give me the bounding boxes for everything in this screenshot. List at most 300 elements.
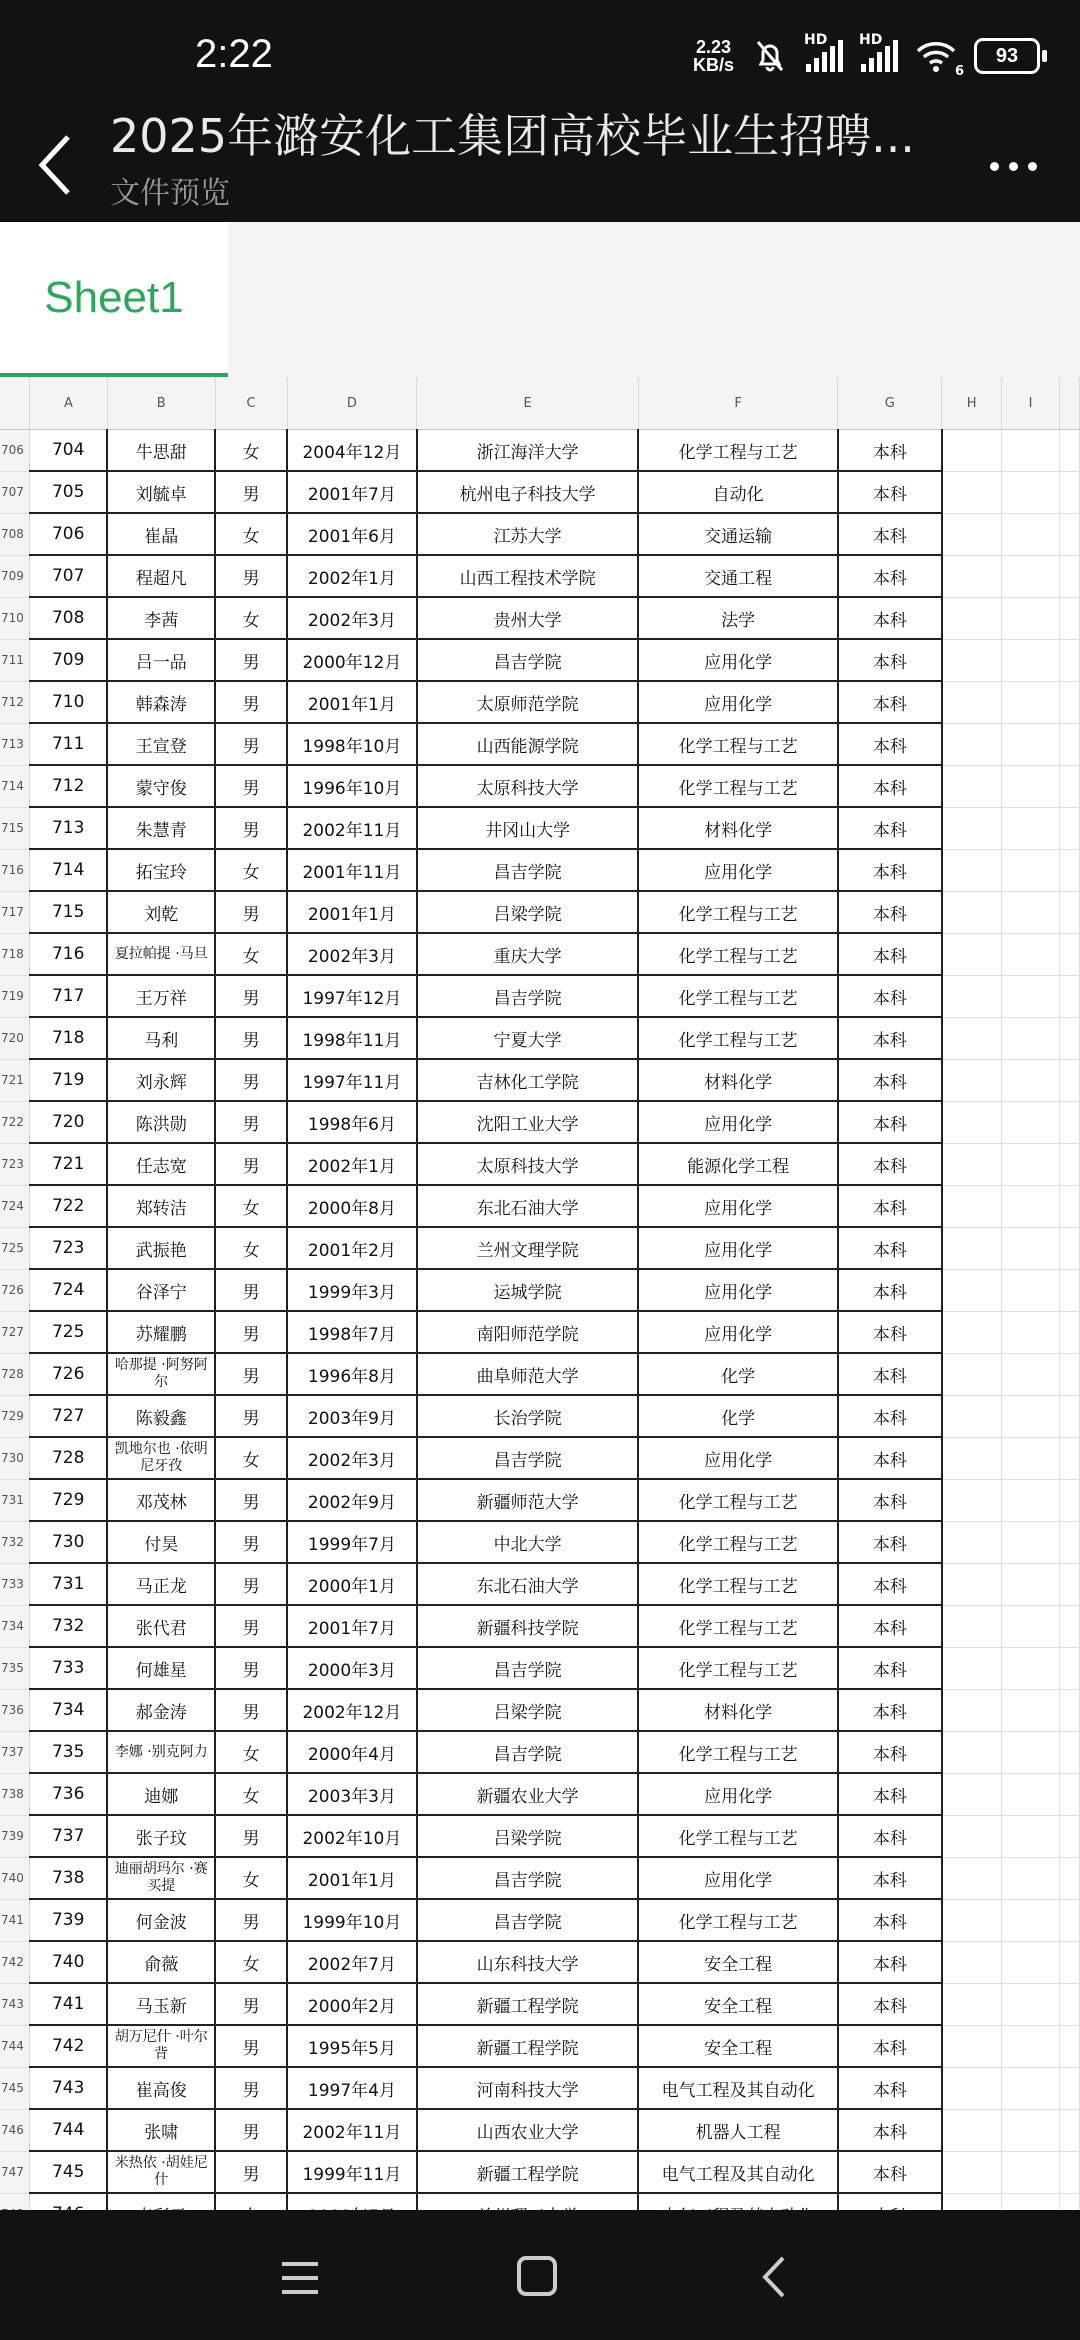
cell-major[interactable]: 化学工程与工艺: [638, 430, 838, 472]
cell-empty[interactable]: [1002, 1815, 1060, 1857]
cell-degree[interactable]: 本科: [838, 1185, 942, 1227]
cell-birth[interactable]: 1999年11月: [287, 2151, 417, 2193]
cell-index[interactable]: 711: [29, 723, 107, 765]
cell-empty[interactable]: [1059, 1731, 1079, 1773]
cell-school[interactable]: 曲阜师范大学: [417, 1353, 639, 1395]
cell-birth[interactable]: 1998年6月: [287, 1101, 417, 1143]
cell-empty[interactable]: [942, 1437, 1002, 1479]
cell-index[interactable]: 743: [29, 2067, 107, 2109]
cell-empty[interactable]: [1059, 807, 1079, 849]
cell-empty[interactable]: [1002, 2151, 1060, 2193]
row-number[interactable]: 727: [0, 1311, 29, 1353]
cell-empty[interactable]: [1059, 513, 1079, 555]
cell-major[interactable]: 化学工程与工艺: [638, 1017, 838, 1059]
cell-index[interactable]: 705: [29, 471, 107, 513]
cell-birth[interactable]: 2001年1月: [287, 681, 417, 723]
cell-empty[interactable]: [942, 2109, 1002, 2151]
cell-degree[interactable]: 本科: [838, 1899, 942, 1941]
cell-birth[interactable]: 1995年5月: [287, 2025, 417, 2067]
cell-degree[interactable]: 本科: [838, 807, 942, 849]
cell-degree[interactable]: 本科: [838, 555, 942, 597]
cell-index[interactable]: 741: [29, 1983, 107, 2025]
cell-empty[interactable]: [1002, 430, 1060, 472]
row-number[interactable]: 721: [0, 1059, 29, 1101]
cell-empty[interactable]: [1059, 849, 1079, 891]
cell-school[interactable]: 新疆工程学院: [417, 2025, 639, 2067]
cell-empty[interactable]: [1059, 1941, 1079, 1983]
cell-empty[interactable]: [1002, 2025, 1060, 2067]
cell-degree[interactable]: 本科: [838, 1605, 942, 1647]
cell-empty[interactable]: [1059, 1227, 1079, 1269]
cell-major[interactable]: 化学工程与工艺: [638, 1479, 838, 1521]
cell-name[interactable]: 凯地尔也 ·依明尼牙孜: [107, 1437, 215, 1479]
column-header[interactable]: H: [942, 377, 1002, 430]
cell-gender[interactable]: 男: [215, 1395, 287, 1437]
cell-degree[interactable]: 本科: [838, 1647, 942, 1689]
cell-index[interactable]: 737: [29, 1815, 107, 1857]
cell-empty[interactable]: [1002, 2109, 1060, 2151]
cell-empty[interactable]: [1059, 681, 1079, 723]
cell-index[interactable]: 724: [29, 1269, 107, 1311]
cell-birth[interactable]: 2000年4月: [287, 1731, 417, 1773]
cell-gender[interactable]: 男: [215, 1563, 287, 1605]
cell-degree[interactable]: 本科: [838, 2151, 942, 2193]
cell-degree[interactable]: 本科: [838, 1395, 942, 1437]
row-number[interactable]: 726: [0, 1269, 29, 1311]
cell-school[interactable]: 太原科技大学: [417, 765, 639, 807]
cell-name[interactable]: 胡万尼什 ·叶尔背: [107, 2025, 215, 2067]
cell-empty[interactable]: [942, 1395, 1002, 1437]
cell-degree[interactable]: 本科: [838, 1311, 942, 1353]
cell-major[interactable]: 化学工程与工艺: [638, 975, 838, 1017]
cell-empty[interactable]: [1059, 1563, 1079, 1605]
cell-index[interactable]: 708: [29, 597, 107, 639]
cell-name[interactable]: 苏耀鹏: [107, 1311, 215, 1353]
cell-empty[interactable]: [1059, 471, 1079, 513]
cell-major[interactable]: 应用化学: [638, 1227, 838, 1269]
cell-empty[interactable]: [942, 1941, 1002, 1983]
cell-name[interactable]: 米热依 ·胡娃尼什: [107, 2151, 215, 2193]
row-number[interactable]: 719: [0, 975, 29, 1017]
cell-degree[interactable]: 本科: [838, 1437, 942, 1479]
cell-degree[interactable]: 本科: [838, 639, 942, 681]
cell-name[interactable]: 郑转洁: [107, 1185, 215, 1227]
cell-major[interactable]: 化学工程与工艺: [638, 1521, 838, 1563]
cell-empty[interactable]: [942, 933, 1002, 975]
cell-major[interactable]: 化学工程与工艺: [638, 723, 838, 765]
cell-name[interactable]: 王万祥: [107, 975, 215, 1017]
cell-major[interactable]: 化学: [638, 1395, 838, 1437]
cell-degree[interactable]: 本科: [838, 2109, 942, 2151]
column-header[interactable]: I: [1002, 377, 1060, 430]
cell-degree[interactable]: 本科: [838, 1017, 942, 1059]
cell-name[interactable]: 郝金涛: [107, 1689, 215, 1731]
cell-empty[interactable]: [1002, 513, 1060, 555]
row-number[interactable]: 718: [0, 933, 29, 975]
cell-gender[interactable]: 女: [215, 1941, 287, 1983]
cell-empty[interactable]: [942, 1143, 1002, 1185]
cell-gender[interactable]: 女: [215, 1773, 287, 1815]
cell-birth[interactable]: 2002年1月: [287, 1143, 417, 1185]
cell-birth[interactable]: 2004年12月: [287, 430, 417, 472]
row-number[interactable]: 732: [0, 1521, 29, 1563]
cell-empty[interactable]: [1059, 1353, 1079, 1395]
cell-degree[interactable]: 本科: [838, 723, 942, 765]
cell-empty[interactable]: [1059, 2151, 1079, 2193]
cell-birth[interactable]: 2002年11月: [287, 807, 417, 849]
cell-degree[interactable]: 本科: [838, 2067, 942, 2109]
cell-major[interactable]: 化学工程与工艺: [638, 933, 838, 975]
cell-name[interactable]: 崔高俊: [107, 2067, 215, 2109]
cell-name[interactable]: 付昊: [107, 1521, 215, 1563]
cell-major[interactable]: 应用化学: [638, 1269, 838, 1311]
row-number[interactable]: 739: [0, 1815, 29, 1857]
cell-empty[interactable]: [942, 1311, 1002, 1353]
cell-name[interactable]: 谷泽宁: [107, 1269, 215, 1311]
cell-degree[interactable]: 本科: [838, 765, 942, 807]
cell-degree[interactable]: 本科: [838, 430, 942, 472]
spreadsheet-grid[interactable]: [0, 377, 1080, 2210]
cell-empty[interactable]: [1002, 1353, 1060, 1395]
cell-index[interactable]: 721: [29, 1143, 107, 1185]
cell-major[interactable]: 法学: [638, 597, 838, 639]
cell-major[interactable]: 应用化学: [638, 1773, 838, 1815]
cell-birth[interactable]: 2002年1月: [287, 555, 417, 597]
cell-school[interactable]: 河南科技大学: [417, 2067, 639, 2109]
cell-degree[interactable]: 本科: [838, 1227, 942, 1269]
cell-major[interactable]: 应用化学: [638, 1311, 838, 1353]
cell-school[interactable]: 山西工程技术学院: [417, 555, 639, 597]
cell-school[interactable]: 新疆农业大学: [417, 1773, 639, 1815]
column-header[interactable]: F: [638, 377, 838, 430]
cell-gender[interactable]: 男: [215, 891, 287, 933]
cell-name[interactable]: 李娜 ·别克阿力: [107, 1731, 215, 1773]
row-number[interactable]: 746: [0, 2109, 29, 2151]
row-number[interactable]: 734: [0, 1605, 29, 1647]
cell-major[interactable]: 化学工程与工艺: [638, 765, 838, 807]
cell-major[interactable]: 应用化学: [638, 1437, 838, 1479]
cell-birth[interactable]: 2001年6月: [287, 513, 417, 555]
cell-major[interactable]: 材料化学: [638, 1689, 838, 1731]
cell-index[interactable]: 719: [29, 1059, 107, 1101]
cell-school[interactable]: 浙江海洋大学: [417, 430, 639, 472]
cell-empty[interactable]: [1002, 1479, 1060, 1521]
cell-birth[interactable]: 2002年7月: [287, 1941, 417, 1983]
cell-empty[interactable]: [1002, 723, 1060, 765]
cell-empty[interactable]: [1059, 639, 1079, 681]
cell-major[interactable]: 应用化学: [638, 849, 838, 891]
cell-gender[interactable]: 男: [215, 1815, 287, 1857]
cell-degree[interactable]: 本科: [838, 1563, 942, 1605]
cell-index[interactable]: 717: [29, 975, 107, 1017]
row-number[interactable]: 730: [0, 1437, 29, 1479]
cell-degree[interactable]: 本科: [838, 891, 942, 933]
column-header[interactable]: D: [287, 377, 417, 430]
row-number[interactable]: 742: [0, 1941, 29, 1983]
cell-empty[interactable]: [942, 723, 1002, 765]
cell-name[interactable]: 陈毅鑫: [107, 1395, 215, 1437]
cell-empty[interactable]: [1059, 1143, 1079, 1185]
cell-major[interactable]: 化学工程与工艺: [638, 891, 838, 933]
row-number[interactable]: 714: [0, 765, 29, 807]
cell-degree[interactable]: 本科: [838, 471, 942, 513]
cell-empty[interactable]: [1059, 1101, 1079, 1143]
cell-index[interactable]: 704: [29, 430, 107, 472]
cell-empty[interactable]: [942, 555, 1002, 597]
cell-birth[interactable]: 2001年11月: [287, 849, 417, 891]
cell-school[interactable]: 东北石油大学: [417, 1563, 639, 1605]
cell-name[interactable]: 刘乾: [107, 891, 215, 933]
cell-gender[interactable]: 男: [215, 1689, 287, 1731]
cell-birth[interactable]: 1996年10月: [287, 765, 417, 807]
cell-name[interactable]: 朱慧青: [107, 807, 215, 849]
cell-empty[interactable]: [1059, 975, 1079, 1017]
cell-empty[interactable]: [942, 597, 1002, 639]
cell-empty[interactable]: [1059, 891, 1079, 933]
cell-birth[interactable]: 2001年2月: [287, 1227, 417, 1269]
row-number[interactable]: 715: [0, 807, 29, 849]
cell-major[interactable]: 能源化学工程: [638, 1143, 838, 1185]
cell-empty[interactable]: [942, 1731, 1002, 1773]
row-number[interactable]: 710: [0, 597, 29, 639]
cell-school[interactable]: 山西能源学院: [417, 723, 639, 765]
cell-major[interactable]: 化学工程与工艺: [638, 1815, 838, 1857]
cell-empty[interactable]: [942, 765, 1002, 807]
cell-empty[interactable]: [1059, 1395, 1079, 1437]
cell-gender[interactable]: 男: [215, 1059, 287, 1101]
cell-gender[interactable]: 女: [215, 1437, 287, 1479]
cell-empty[interactable]: [1059, 1647, 1079, 1689]
cell-empty[interactable]: [942, 1059, 1002, 1101]
cell-school[interactable]: 吕梁学院: [417, 1815, 639, 1857]
row-number[interactable]: 740: [0, 1857, 29, 1899]
cell-school[interactable]: 太原师范学院: [417, 681, 639, 723]
row-number[interactable]: 716: [0, 849, 29, 891]
cell-index[interactable]: 738: [29, 1857, 107, 1899]
cell-empty[interactable]: [1002, 555, 1060, 597]
cell-name[interactable]: 邓茂林: [107, 1479, 215, 1521]
row-number[interactable]: 709: [0, 555, 29, 597]
cell-school[interactable]: 吕梁学院: [417, 1689, 639, 1731]
cell-index[interactable]: 745: [29, 2151, 107, 2193]
cell-birth[interactable]: 1998年7月: [287, 1311, 417, 1353]
cell-empty[interactable]: [1002, 639, 1060, 681]
row-number[interactable]: 733: [0, 1563, 29, 1605]
cell-empty[interactable]: [942, 639, 1002, 681]
cell-major[interactable]: 化学工程与工艺: [638, 1563, 838, 1605]
cell-name[interactable]: 蒙守俊: [107, 765, 215, 807]
cell-birth[interactable]: 1998年11月: [287, 1017, 417, 1059]
column-header[interactable]: G: [838, 377, 942, 430]
cell-degree[interactable]: 本科: [838, 1101, 942, 1143]
cell-name[interactable]: 夏拉帕提 ·马旦: [107, 933, 215, 975]
cell-empty[interactable]: [1002, 681, 1060, 723]
column-header[interactable]: C: [215, 377, 287, 430]
cell-school[interactable]: 昌吉学院: [417, 1899, 639, 1941]
cell-gender[interactable]: 女: [215, 849, 287, 891]
cell-empty[interactable]: [1059, 1437, 1079, 1479]
cell-school[interactable]: 宁夏大学: [417, 1017, 639, 1059]
cell-degree[interactable]: 本科: [838, 1941, 942, 1983]
cell-gender[interactable]: 女: [215, 1227, 287, 1269]
cell-empty[interactable]: [942, 1479, 1002, 1521]
cell-major[interactable]: 应用化学: [638, 639, 838, 681]
cell-birth[interactable]: 1999年3月: [287, 1269, 417, 1311]
cell-school[interactable]: 太原科技大学: [417, 1143, 639, 1185]
cell-gender[interactable]: 男: [215, 765, 287, 807]
cell-degree[interactable]: 本科: [838, 849, 942, 891]
cell-name[interactable]: 崔晶: [107, 513, 215, 555]
row-number[interactable]: 745: [0, 2067, 29, 2109]
cell-birth[interactable]: 2001年7月: [287, 471, 417, 513]
cell-empty[interactable]: [1002, 1101, 1060, 1143]
cell-index[interactable]: 713: [29, 807, 107, 849]
cell-index[interactable]: 715: [29, 891, 107, 933]
cell-empty[interactable]: [1059, 555, 1079, 597]
cell-birth[interactable]: 2000年8月: [287, 1185, 417, 1227]
cell-gender[interactable]: 女: [215, 1857, 287, 1899]
cell-index[interactable]: 736: [29, 1773, 107, 1815]
cell-birth[interactable]: 2002年3月: [287, 933, 417, 975]
cell-degree[interactable]: 本科: [838, 1689, 942, 1731]
cell-degree[interactable]: 本科: [838, 2025, 942, 2067]
row-number[interactable]: 711: [0, 639, 29, 681]
cell-empty[interactable]: [1059, 1185, 1079, 1227]
cell-birth[interactable]: 2000年3月: [287, 1647, 417, 1689]
cell-empty[interactable]: [942, 849, 1002, 891]
cell-index[interactable]: 727: [29, 1395, 107, 1437]
cell-empty[interactable]: [1002, 849, 1060, 891]
cell-empty[interactable]: [1002, 1143, 1060, 1185]
cell-empty[interactable]: [942, 2151, 1002, 2193]
cell-index[interactable]: 735: [29, 1731, 107, 1773]
cell-index[interactable]: 730: [29, 1521, 107, 1563]
cell-birth[interactable]: 1997年4月: [287, 2067, 417, 2109]
cell-major[interactable]: 材料化学: [638, 807, 838, 849]
cell-name[interactable]: 马利: [107, 1017, 215, 1059]
cell-birth[interactable]: 2000年1月: [287, 1563, 417, 1605]
cell-name[interactable]: 张子玟: [107, 1815, 215, 1857]
cell-gender[interactable]: 男: [215, 2109, 287, 2151]
cell-empty[interactable]: [1059, 1815, 1079, 1857]
cell-birth[interactable]: 2002年12月: [287, 1689, 417, 1731]
cell-degree[interactable]: 本科: [838, 681, 942, 723]
cell-empty[interactable]: [1002, 1563, 1060, 1605]
cell-gender[interactable]: 男: [215, 2151, 287, 2193]
cell-major[interactable]: 材料化学: [638, 1059, 838, 1101]
cell-degree[interactable]: 本科: [838, 1521, 942, 1563]
row-number[interactable]: 717: [0, 891, 29, 933]
cell-school[interactable]: 新疆科技学院: [417, 1605, 639, 1647]
row-number[interactable]: 722: [0, 1101, 29, 1143]
cell-name[interactable]: 马正龙: [107, 1563, 215, 1605]
cell-school[interactable]: 井冈山大学: [417, 807, 639, 849]
cell-index[interactable]: 723: [29, 1227, 107, 1269]
cell-school[interactable]: 昌吉学院: [417, 1857, 639, 1899]
cell-empty[interactable]: [942, 1647, 1002, 1689]
cell-empty[interactable]: [942, 1773, 1002, 1815]
cell-name[interactable]: 刘永辉: [107, 1059, 215, 1101]
cell-empty[interactable]: [1002, 1689, 1060, 1731]
cell-empty[interactable]: [1002, 1605, 1060, 1647]
cell-major[interactable]: 化学工程与工艺: [638, 1605, 838, 1647]
column-header[interactable]: [1059, 377, 1079, 430]
column-header[interactable]: A: [29, 377, 107, 430]
cell-gender[interactable]: 男: [215, 681, 287, 723]
cell-school[interactable]: 昌吉学院: [417, 849, 639, 891]
cell-birth[interactable]: 2002年10月: [287, 1815, 417, 1857]
cell-birth[interactable]: 2003年9月: [287, 1395, 417, 1437]
cell-gender[interactable]: 男: [215, 1899, 287, 1941]
cell-school[interactable]: 贵州大学: [417, 597, 639, 639]
cell-name[interactable]: 哈那提 ·阿努阿尔: [107, 1353, 215, 1395]
cell-gender[interactable]: 男: [215, 1269, 287, 1311]
cell-name[interactable]: 吕一品: [107, 639, 215, 681]
cell-empty[interactable]: [942, 975, 1002, 1017]
cell-degree[interactable]: 本科: [838, 1815, 942, 1857]
cell-degree[interactable]: 本科: [838, 1983, 942, 2025]
cell-index[interactable]: 733: [29, 1647, 107, 1689]
cell-birth[interactable]: 2002年9月: [287, 1479, 417, 1521]
cell-gender[interactable]: 女: [215, 1731, 287, 1773]
cell-birth[interactable]: 1999年7月: [287, 1521, 417, 1563]
cell-index[interactable]: 706: [29, 513, 107, 555]
cell-school[interactable]: 重庆大学: [417, 933, 639, 975]
cell-empty[interactable]: [1059, 1311, 1079, 1353]
cell-major[interactable]: 电气工程及其自动化: [638, 2067, 838, 2109]
cell-major[interactable]: 化学工程与工艺: [638, 1731, 838, 1773]
cell-school[interactable]: 沈阳工业大学: [417, 1101, 639, 1143]
cell-index[interactable]: 712: [29, 765, 107, 807]
cell-empty[interactable]: [1002, 1941, 1060, 1983]
cell-birth[interactable]: 1999年10月: [287, 1899, 417, 1941]
row-number[interactable]: 743: [0, 1983, 29, 2025]
cell-index[interactable]: 740: [29, 1941, 107, 1983]
column-header[interactable]: B: [107, 377, 215, 430]
cell-gender[interactable]: 男: [215, 975, 287, 1017]
cell-empty[interactable]: [942, 1563, 1002, 1605]
cell-major[interactable]: 电气工程及其自动化: [638, 2151, 838, 2193]
cell-empty[interactable]: [1059, 1017, 1079, 1059]
cell-gender[interactable]: 女: [215, 430, 287, 472]
cell-empty[interactable]: [942, 1899, 1002, 1941]
cell-birth[interactable]: 1996年8月: [287, 1353, 417, 1395]
cell-school[interactable]: 山西农业大学: [417, 2109, 639, 2151]
home-icon[interactable]: [507, 2250, 567, 2305]
cell-gender[interactable]: 女: [215, 1185, 287, 1227]
cell-index[interactable]: 722: [29, 1185, 107, 1227]
cell-degree[interactable]: 本科: [838, 1479, 942, 1521]
cell-empty[interactable]: [1059, 1689, 1079, 1731]
cell-name[interactable]: 陈洪勋: [107, 1101, 215, 1143]
row-number[interactable]: 741: [0, 1899, 29, 1941]
cell-empty[interactable]: [942, 1269, 1002, 1311]
cell-index[interactable]: 710: [29, 681, 107, 723]
cell-name[interactable]: 拓宝玲: [107, 849, 215, 891]
cell-empty[interactable]: [1059, 2067, 1079, 2109]
cell-gender[interactable]: 女: [215, 597, 287, 639]
cell-gender[interactable]: 男: [215, 1143, 287, 1185]
cell-birth[interactable]: 2002年3月: [287, 597, 417, 639]
cell-birth[interactable]: 2000年12月: [287, 639, 417, 681]
cell-gender[interactable]: 男: [215, 1605, 287, 1647]
cell-empty[interactable]: [1002, 975, 1060, 1017]
cell-birth[interactable]: 1997年11月: [287, 1059, 417, 1101]
cell-degree[interactable]: 本科: [838, 1857, 942, 1899]
cell-empty[interactable]: [1002, 1059, 1060, 1101]
cell-empty[interactable]: [942, 1101, 1002, 1143]
cell-gender[interactable]: 男: [215, 1983, 287, 2025]
